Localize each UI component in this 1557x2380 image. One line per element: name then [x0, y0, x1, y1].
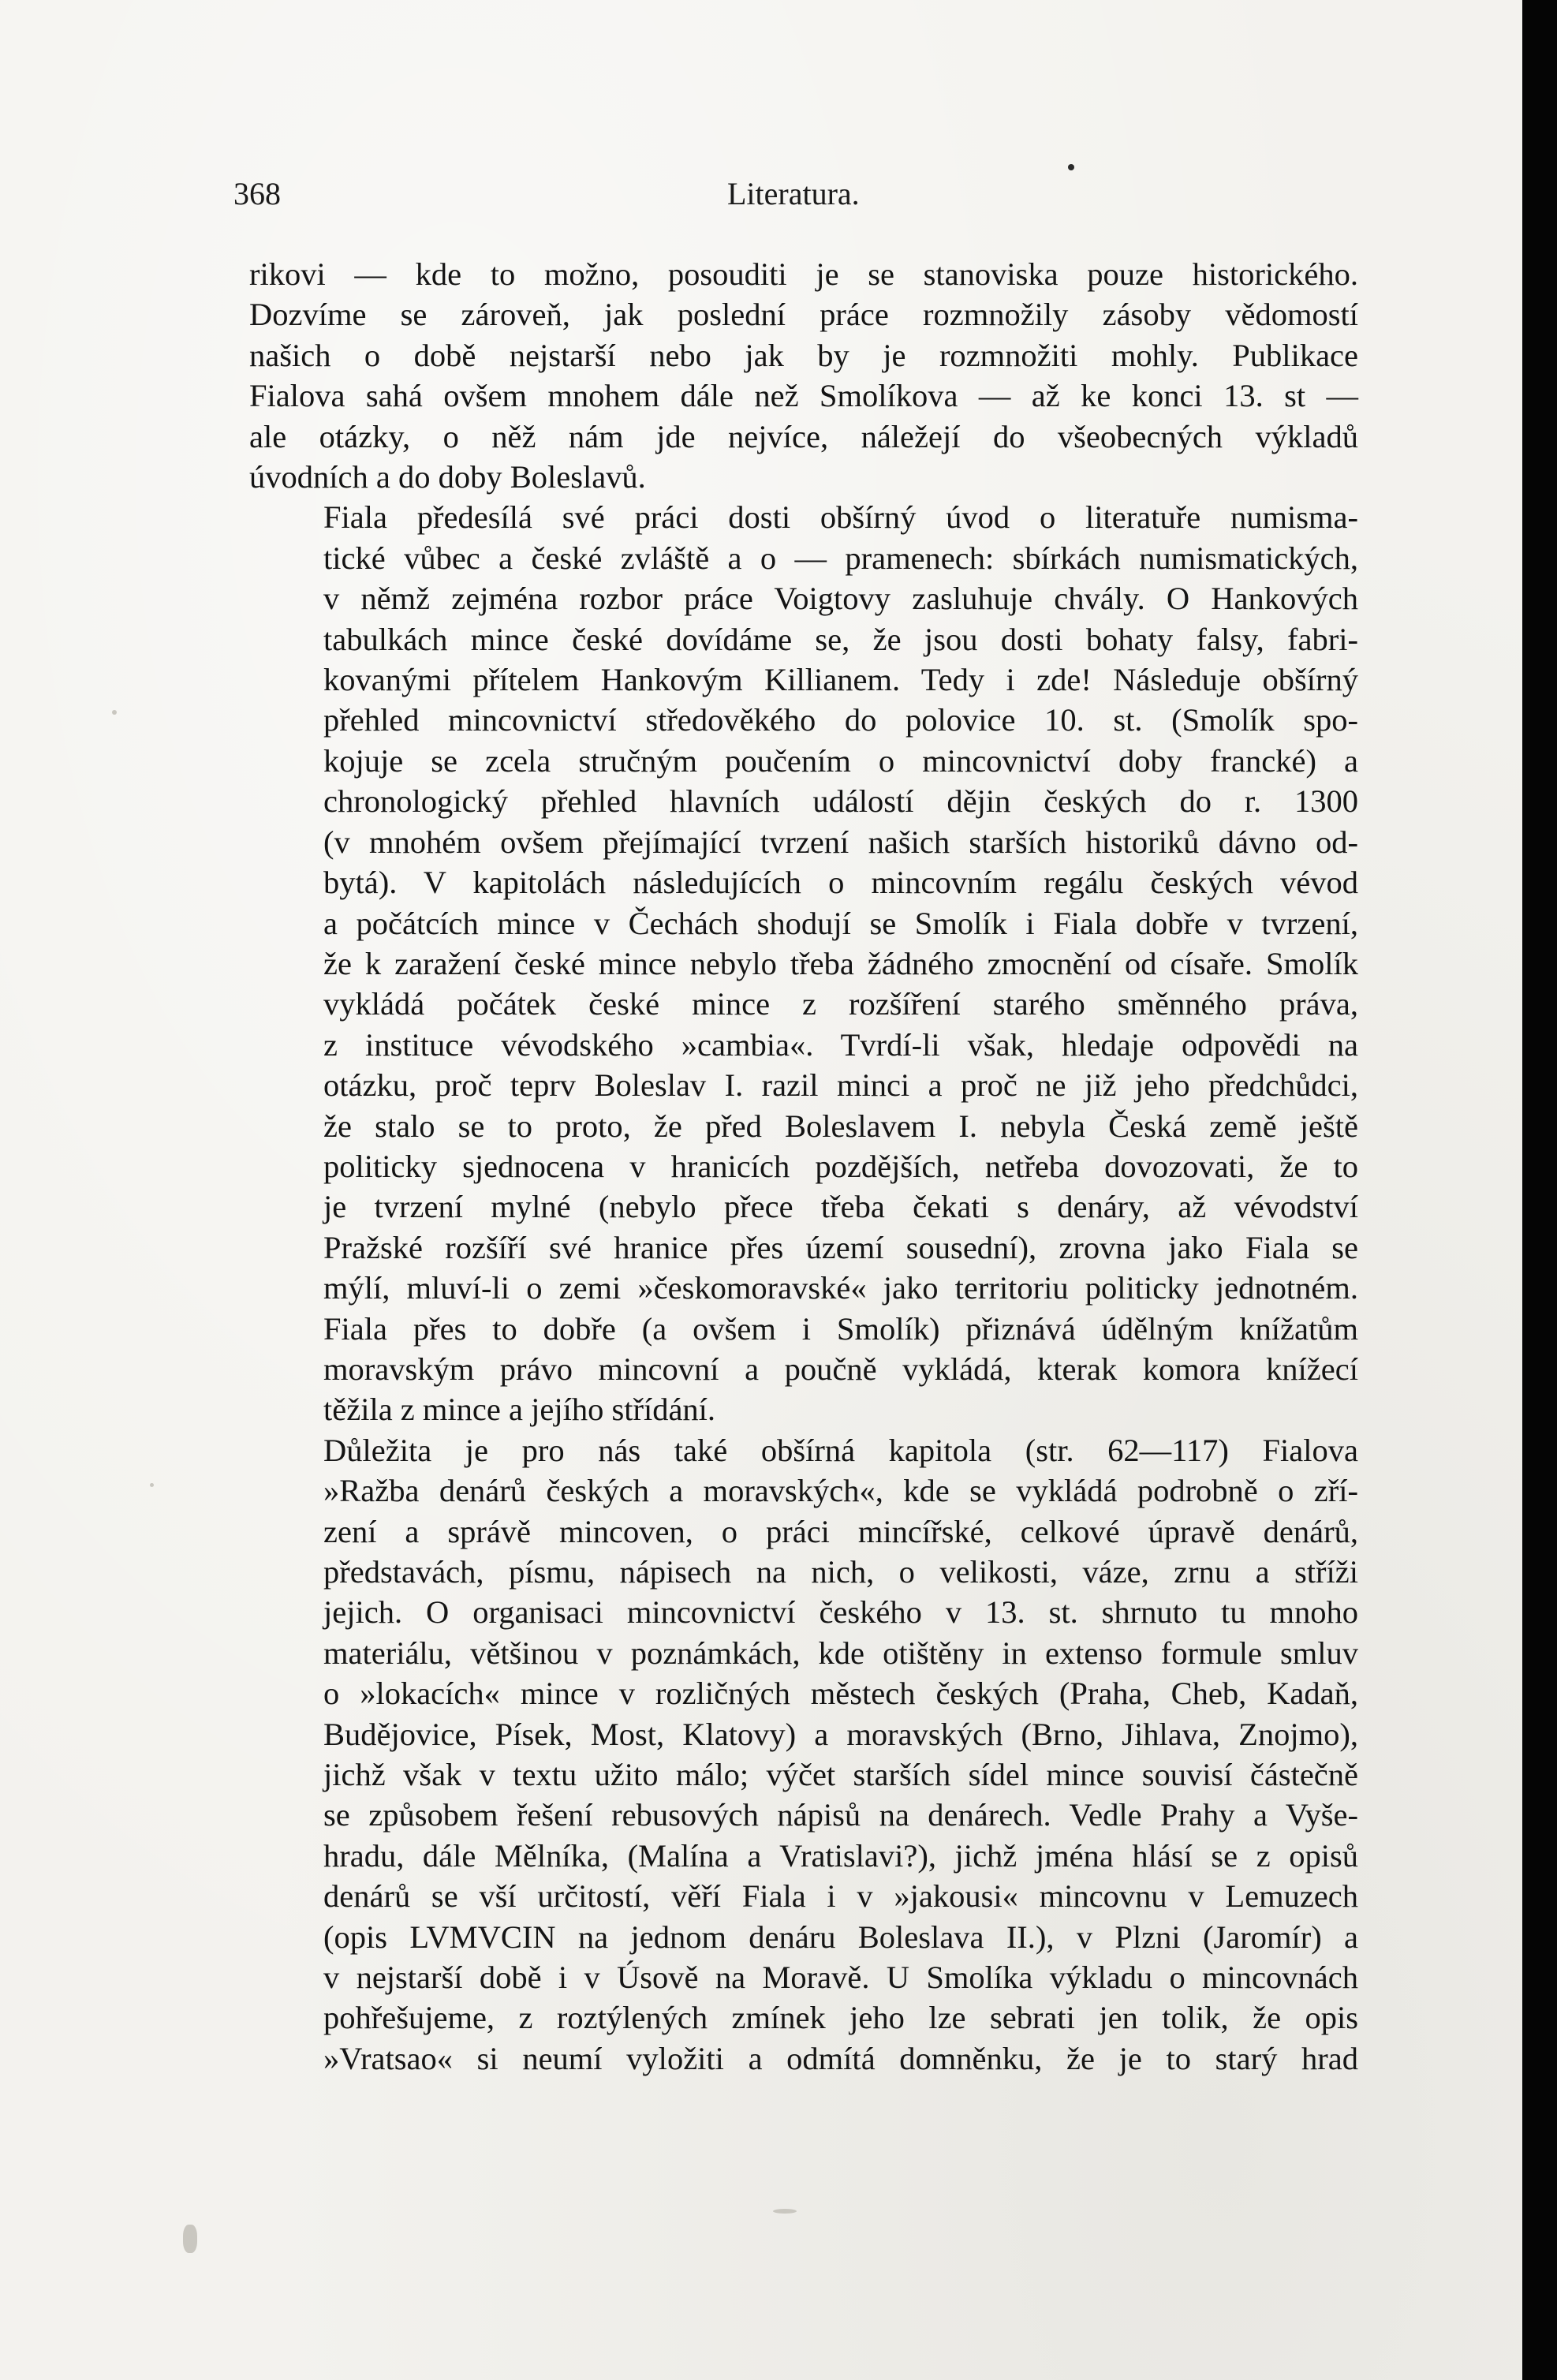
- text-line: otázku, proč teprv Boleslav I. razil minci a proč ne již jeho předchůdci,: [323, 1067, 1358, 1104]
- text-line: tabulkách mince české dovídáme se, že jsou dosti bohaty falsy, fabri-: [323, 621, 1358, 657]
- running-head: [233, 175, 1338, 222]
- text-line: kovanými přítelem Hankovým Killianem. Tedy i zde! Následuje obšírný: [323, 662, 1358, 698]
- paragraph-3: [249, 1430, 1358, 2079]
- text-line: je tvrzení mylné (nebylo přece třeba čekati s denáry, až vévodství: [323, 1189, 1358, 1225]
- page-number: 368: [233, 176, 281, 211]
- text-line: těžila z mince a jejího střídání.: [323, 1392, 716, 1428]
- text-line: v němž zejména rozbor práce Voigtovy zasluhuje chvály. O Hankových: [323, 581, 1358, 617]
- text-line: se způsobem řešení rebusových nápisů na denárech. Vedle Prahy a Vyše-: [323, 1797, 1358, 1833]
- paragraph-2: [249, 497, 1358, 1429]
- paragraph-1: [249, 254, 1358, 497]
- text-line: kojuje se zcela stručným poučením o mincovnictví doby francké) a: [323, 742, 1358, 779]
- text-line: že stalo se to proto, že před Boleslavem I. nebyla Česká země ještě: [323, 1108, 1358, 1144]
- text-line: představách, písmu, nápisech na nich, o velikosti, váze, zrnu a stříži: [323, 1554, 1358, 1590]
- text-line: tické vůbec a české zvláště a o — pramenech: sbírkách numismatických,: [323, 540, 1358, 576]
- text-line: zení a správě mincoven, o práci mincířské, celkové úpravě denárů,: [323, 1513, 1358, 1549]
- text-line: (v mnohém ovšem přejímající tvrzení našich starších historiků dávno od-: [323, 824, 1358, 860]
- text-line: moravským právo mincovní a poučně vykládá, kterak komora knížecí: [323, 1351, 1358, 1387]
- text-line: úvodních a do doby Boleslavů.: [249, 459, 646, 495]
- text-line: že k zaražení české mince nebylo třeba žádného zmocnění od císaře. Smolík: [323, 945, 1358, 981]
- text-line: chronologický přehled hlavních událostí dějin českých do r. 1300: [323, 783, 1358, 820]
- text-line: Důležita je pro nás také obšírná kapitola (str. 62—117) Fialova: [323, 1432, 1358, 1468]
- text-line: našich o době nejstarší nebo jak by je rozmnožiti mohly. Publikace: [249, 337, 1358, 373]
- running-title: Literatura.: [727, 176, 860, 211]
- ink-mark: [1068, 164, 1074, 170]
- text-line: mýlí, mluví-li o zemi »českomoravské« jako territoriu politicky jednotném.: [323, 1270, 1358, 1306]
- text-line: Fiala přes to dobře (a ovšem i Smolík) přiznává údělným knížatům: [323, 1310, 1358, 1347]
- paper-speck: [112, 710, 117, 715]
- text-line: rikovi — kde to možno, posouditi je se stanoviska pouze historického.: [249, 256, 1358, 292]
- text-line: z instituce vévodského »cambia«. Tvrdí-li však, hledaje odpovědi na: [323, 1026, 1358, 1063]
- text-line: jejich. O organisaci mincovnictví českého v 13. st. shrnuto tu mnoho: [323, 1594, 1358, 1631]
- text-line: v nejstarší době i v Úsově na Moravě. U Smolíka výkladu o mincovnách: [323, 1960, 1358, 1996]
- text-line: bytá). V kapitolách následujících o mincovním regálu českých vévod: [323, 865, 1358, 901]
- text-line: (opis LVMVCIN na jednom denáru Boleslava II.), v Plzni (Jaromír) a: [323, 1919, 1358, 1955]
- text-line: ale otázky, o něž nám jde nejvíce, náležejí do všeobecných výkladů: [249, 418, 1358, 454]
- text-line: přehled mincovnictví středověkého do polovice 10. st. (Smolík spo-: [323, 702, 1358, 738]
- text-line: Fiala předesílá své práci dosti obšírný úvod o literatuře numisma-: [323, 499, 1358, 536]
- text-line: »Ražba denárů českých a moravských«, kde se vykládá podrobně o zří-: [323, 1473, 1358, 1509]
- text-line: jichž však v textu užito málo; výčet starších sídel mince souvisí částečně: [323, 1757, 1358, 1793]
- paper-speck: [183, 2225, 197, 2253]
- text-line: denárů se vší určitostí, věří Fiala i v »jakousi« mincovnu v Lemuzech: [323, 1878, 1358, 1915]
- body-text: [249, 254, 1358, 2079]
- paper-speck: [150, 1483, 154, 1487]
- text-line: Fialova sahá ovšem mnohem dále než Smolíkova — až ke konci 13. st —: [249, 378, 1358, 414]
- text-line: Dozvíme se zároveň, jak poslední práce rozmnožily zásoby vědomostí: [249, 297, 1358, 333]
- scan-border: [1522, 0, 1557, 2380]
- paper-speck: [773, 2209, 797, 2214]
- text-line: materiálu, většinou v poznámkách, kde otištěny in extenso formule smluv: [323, 1635, 1358, 1671]
- text-line: hradu, dále Mělníka, (Malína a Vratislavi?), jichž jména hlásí se z opisů: [323, 1837, 1358, 1874]
- text-line: pohřešujeme, z roztýlených zmínek jeho lze sebrati jen tolik, že opis: [323, 2000, 1358, 2036]
- text-line: Pražské rozšíří své hranice přes území sousední), zrovna jako Fiala se: [323, 1229, 1358, 1265]
- text-line: Budějovice, Písek, Most, Klatovy) a moravských (Brno, Jihlava, Znojmo),: [323, 1716, 1358, 1752]
- text-line: a počátcích mince v Čechách shodují se Smolík i Fiala dobře v tvrzení,: [323, 905, 1358, 941]
- text-line: politicky sjednocena v hranicích pozdějších, netřeba dovozovati, že to: [323, 1148, 1358, 1184]
- text-line: »Vratsao« si neumí vyložiti a odmítá domněnku, že je to starý hrad: [323, 2040, 1358, 2076]
- text-line: vykládá počátek české mince z rozšíření starého směnného práva,: [323, 986, 1358, 1022]
- text-line: o »lokacích« mince v rozličných městech českých (Praha, Cheb, Kadaň,: [323, 1676, 1358, 1712]
